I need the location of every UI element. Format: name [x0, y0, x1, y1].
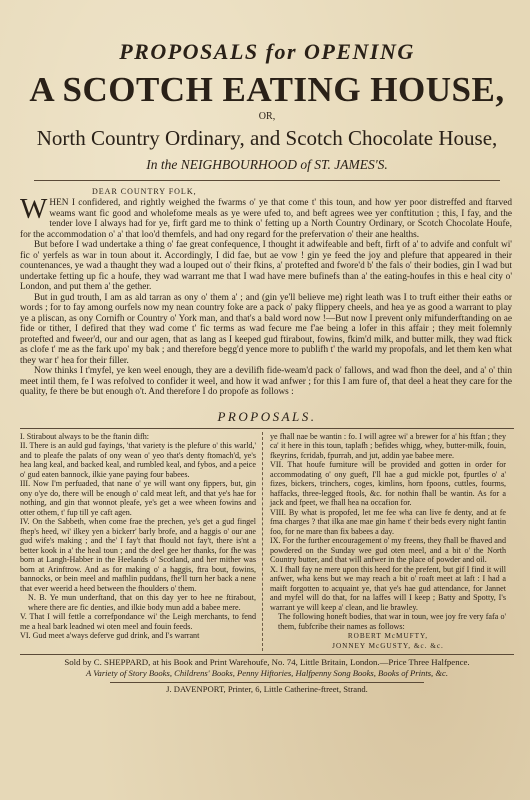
title-or: OR,	[258, 111, 276, 122]
right-item: X. I fhall fay ne mere upon this heed for the prefent, but gif I find it will anfwer, wha kens but we may reach a bit o' roaft meet at laft : I had a maift forgotten to acquaint ye, that ye's hae gud attendance, for Jannet and myfel will do that, for na laffes will I keep ; Batty and Spotty, I's warrant ye will keep a' clean, and lie brawley.	[270, 564, 506, 612]
right-item: VII. That houfe furniture will be provided and gotten in order for accommodating o' ony gueft, I'll hae a gud mickle pot, fpurtles o' a' fizes, bickers, trinchers, coges, kimlins, horn fpoons, cuttles, fourms, haffacks, three-legged ftools, &c. for nothin fhall be wantin. As for a jack and fpeet, we fhall hea na occafion for.	[270, 460, 506, 507]
right-item: IX. For the further encouragement o' my freens, they fhall be fhaved and powdered on the Sunday wee gud oten meel, and a bit o' the North Country butter, and that will anfwer in the place of powder and oil.	[270, 536, 506, 564]
title-rule	[34, 180, 500, 181]
paragraph-3: But in gud trouth, I am as ald tarran as ony o' them a' ; and (gin ye'll believe me) right leath was I to truft either their eaths or words ; for to fay among ourfels now my nean country foke are a pack o' paky flippery cheels, and hea ye as good a warrant to play ye a pliscan, as ony Cornifh or Country o' York man, and that's a bald word now !—But now I prevent only mifunderftanding on ae fide or tither, I defired that they wad come t' fic terms as wad fecure me f'ae being a lofer in this affair ; they meit folemnly protefted and fweer'd, our and our agen, that as lang as I keeped gud ftirabout, fowins, fkim'd milk, and butter milk, they wad ftick as clofe t' me as the fark upo' my bak ; and therefore begg'd yence more to publifh t' the warld my propofals, and let them ken what they war t' hea for their filler.	[20, 292, 512, 366]
left-item: I. Stirabout always to be the ftanin difh:	[20, 431, 150, 441]
right-column	[264, 432, 506, 652]
right-item-subscribers: The following honeft bodies, that war in toun, wee joy fre very fafa o' them, fubfcribe their names as follows:	[278, 612, 506, 631]
title-ordinary: North Country Ordinary, and Scotch Chocolate House,	[36, 126, 498, 150]
proposal-columns	[20, 432, 514, 652]
footer-sold-by: Sold by C. SHEPPARD, at his Book and Print Warehoufe, No. 74, Little Britain, London.—Price Three Halfpence.	[64, 657, 470, 667]
footer-rule-short	[110, 682, 424, 683]
proposals-heading: PROPOSALS.	[217, 408, 317, 424]
title-eating-house: A SCOTCH EATING HOUSE,	[29, 70, 505, 109]
footer-printer: J. DAVENPORT, Printer, 6, Little Catherine-ftreet, Strand.	[166, 684, 368, 694]
title-neighbourhood: In the NEIGHBOURHOOD of ST. JAMES'S.	[146, 157, 388, 172]
introduction	[20, 193, 514, 398]
signature-jonney: JONNEY McGUSTY, &c. &c.	[332, 642, 444, 650]
proposals-rule	[20, 428, 514, 429]
paragraph-1-text: HEN I confidered, and rightly weighed the fwarms o' ye that come t' this toun, and how yer poor distreffed and ftarved weams want fic good and wholefome meals as ye were ufed to, and beft agrees wee yer conftitution ; this, I fay, and the tender love I always had for ye, firft gard me to think o' fetting up a North Country Ordinary, or Scotch Chocolate Houfe, for the accommodation o' a' that loo'd themfels, and had ony regard for the prefervation o' their ane healths.	[20, 198, 512, 240]
left-column	[20, 432, 262, 652]
footer-variety: A Variety of Story Books, Childrens' Books, Penny Hiftories, Halfpenny Song Books, Books of Prints, &c.	[85, 668, 448, 678]
left-item: VI. Gud meet a'ways deferve gud drink, and I's warrant	[20, 631, 200, 640]
paragraph-1	[20, 193, 512, 240]
right-item: VIII. By what is propofed, let me fee wha can live fe denty, and at fe fma charges ? that ilka ane mae gin hame t' their beds every night fantin foo, for ne mare than fix babees a day.	[270, 507, 506, 536]
left-item-note: N. B. Ye mun underftand, that on this day yer to hee ne ftirabout, where there are fic denties, and ilkie body mun add a babee mere.	[28, 593, 256, 612]
greeting: DEAR COUNTRY FOLK,	[92, 187, 197, 196]
left-item: IV. On the Sabbeth, when come frae the prechen, ye's get a gud fingel fhep's heed, wi' ilkey yen a bickerr' barly brofe, and a haggis o' our ane gud wife's making ; and the' I fay't that fhould not fay't, there is'nt a better kook in a' the heal toun ; and the deel gee her thanks, for fhe was born at Langh-Habber in the Heelands o' Scotland, and her mither was born at Arinftrow. And as for making o' a haggis, ftra bout, fowins, bannocks, or bein meel and mafhlin puddans, fhe'll turn her back a nene that ever weerid a heed between the fhoulders o' them.	[20, 517, 256, 593]
paragraph-2: But before I wad undertake a thing o' fae great confequence, I thought it adwifeable and beft, firft of a' to advife and confult wi' fic o' yerfels as war in toun about it. Accordingly, I did fae, but ae vow ! gin ye feed the joy and plefure that appeared in their countenances, ye wad a thaught they wad a louped out o' their fkins, a' protefted and fwore'd b' the fals o' their bodies, gin I wad but undertake fetting up fic a houfe, they wad warrant me that I wad have mere bufinefs than a' the eating-houfes in this e heal city o' London, and put them a' the gether.	[20, 240, 512, 292]
left-item: II. There is an auld gud fayings, 'that variety is the plefure o' this warld,' and to pleafe the palats of ony wean o' yeo that's denty ftomach'd, ye's hea lang keal, and backed keal, and rumbled keal, and fybos, and a peice o' gud eaten bannock, ilkie yane paying four babees.	[20, 441, 256, 479]
left-item: III. Now I'm perfuaded, that nane o' ye will want ony fippers, but, gin ony o'ye do, there will be enough o' cald meat left, and that ye's hae for nothing, and gin that wonnot pleafe, ye's get a wee wheen fowins and otter othem, t' fup till ye caft agen.	[20, 479, 256, 517]
signature-robert: ROBERT McMUFTY,	[347, 632, 429, 640]
drop-cap: W	[20, 193, 48, 225]
paragraph-4: Now thinks I t'myfel, ye ken weel enough, they are a devilifh fide-weam'd pack o' fallows, and wad fhon the deel, and a' o' thin meet intil them, fe I was refolved to confider it weel, and how it wad anfwer ; for this I am fure of, that deel a heat they care for the quality, fe there be but enough o't. And therefore I do propofe as follows :	[20, 366, 512, 397]
left-item: V. That I will fettle a correfpondance wi' the Leigh merchants, to fend me a heal bark leadned wi oten meel and fouin feeds.	[20, 612, 256, 631]
footer-rule	[20, 654, 514, 655]
right-item: ye fhall nae be wantin : fo. I will agree wi' a brewer for a' his ftfan ; they ca' it here in this toun, taplafh ; befides whigg, whey, butter-milk, fouin, fkeyrins, fcridab, fpurrah, and jut, addin yae babee mere.	[270, 431, 506, 460]
title-proposals: PROPOSALS for OPENING	[119, 39, 415, 64]
